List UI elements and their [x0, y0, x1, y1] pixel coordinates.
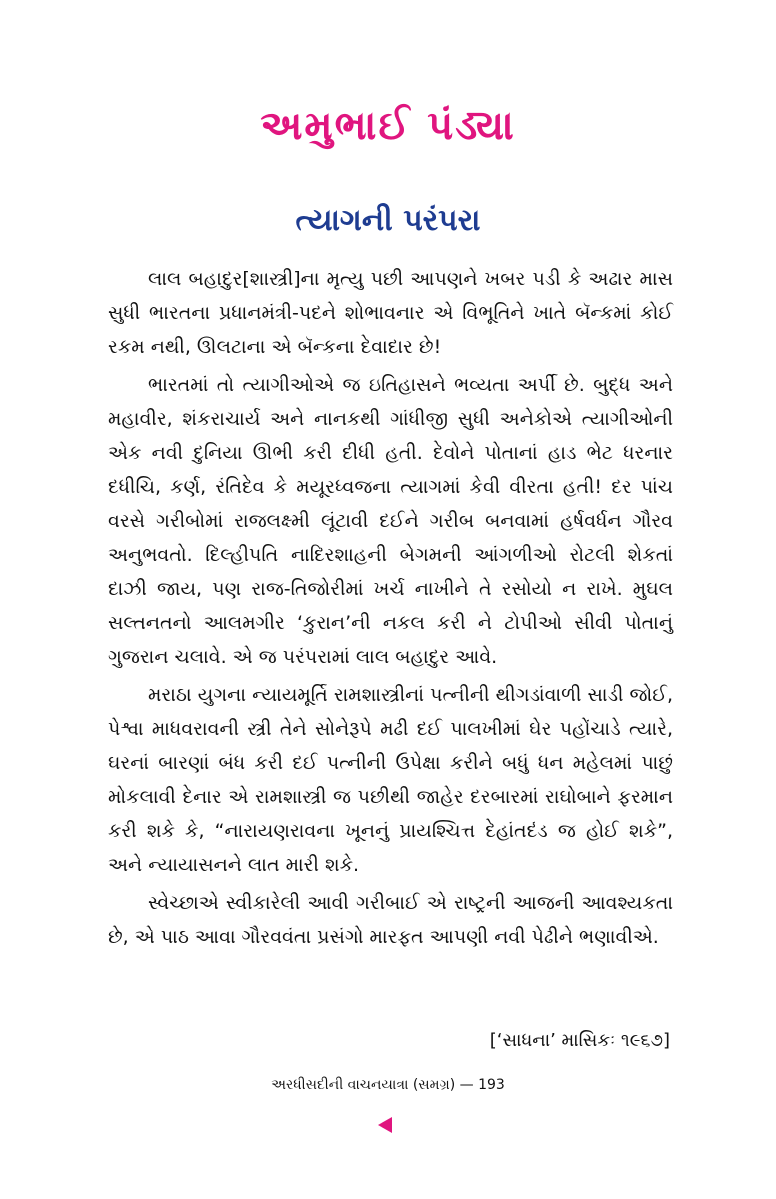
author-name: અમુભાઈ પંડ્યા [260, 103, 516, 149]
source-citation: [‘સાધના’ માસિકઃ ૧૯૬૭] [489, 1030, 670, 1051]
page-footer: અરધીસદીની વાચનયાત્રા (સમગ્ર) — 193 [271, 1077, 505, 1093]
paragraph-2: ભારતમાં તો ત્યાગીઓએ જ ઇતિહાસને ભવ્યતા અર્પી છે. બુદ્ધ અને મહાવીર, શંકરાચાર્ય અને નાનકથી ગાંધીજી સુધી અનેકોએ ત્યાગીઓની એક નવી દુનિયા ઊભી કરી દીધી હતી. દેવોને પોતાનાં હાડ ભેટ ધરનાર દધીચિ, કર્ણ, રંતિદેવ કે મયૂરધ્વજના ત્યાગમાં કેવી વીરતા હતી! દર પાંચ વરસે ગરીબોમાં રાજલક્ષ્મી લૂંટાવી દઈને ગરીબ બનવામાં હર્ષવર્ધન ગૌરવ અનુભવતો. દિલ્હીપતિ નાદિરશાહની બેગમની આંગળીઓ રોટલી શેકતાં દાઝી જાય, પણ રાજ-તિજોરીમાં ખર્ચ નાખીને તે રસોયો ન રાખે. મુઘલ સલ્તનતનો આલમગીર ‘કુરાન’ની નકલ કરી ને ટોપીઓ સીવી પોતાનું ગુજરાન ચલાવે. એ જ પરંપરામાં લાલ બહાદુર આવે. [108, 374, 673, 668]
page-title: ત્યાગની પરંપરા [295, 203, 481, 238]
left-triangle-icon[interactable] [378, 1117, 392, 1133]
article-body [108, 262, 673, 958]
paragraph-3: મરાઠા યુગના ન્યાયમૂર્તિ રામશાસ્ત્રીનાં પત્નીની થીગડાંવાળી સાડી જોઈ, પેશ્વા માધવરાવની સ્ત્રી તેને સોનેરૂપે મઢી દઈ પાલખીમાં ઘેર પહોંચાડે ત્યારે, ઘરનાં બારણાં બંધ કરી દઈ પત્નીની ઉપેક્ષા કરીને બધું ધન મહેલમાં પાછું મોકલાવી દેનાર એ રામશાસ્ત્રી જ પછીથી જાહેર દરબારમાં રાઘોબાને ફરમાન કરી શકે કે, “નારાયણરાવના ખૂનનું પ્રાયશ્ચિત્ત દેહાંતદંડ જ હોઈ શકે”, અને ન્યાયાસનને લાત મારી શકે. [108, 684, 673, 876]
paragraph-1: લાલ બહાદુર[શાસ્ત્રી]ના મૃત્યુ પછી આપણને ખબર પડી કે અઢાર માસ સુધી ભારતના પ્રધાનમંત્રી-પદને શોભાવનાર એ વિભૂતિને ખાતે બૅન્કમાં કોઈ રકમ નથી, ઊલટાના એ બૅન્કના દેવાદાર છે! [108, 268, 673, 358]
paragraph-4: સ્વેચ્છાએ સ્વીકારેલી આવી ગરીબાઈ એ રાષ્ટ્રની આજની આવશ્યકતા છે, એ પાઠ આવા ગૌરવવંતા પ્રસંગો મારફત આપણી નવી પેઢીને ભણાવીએ. [108, 892, 673, 948]
